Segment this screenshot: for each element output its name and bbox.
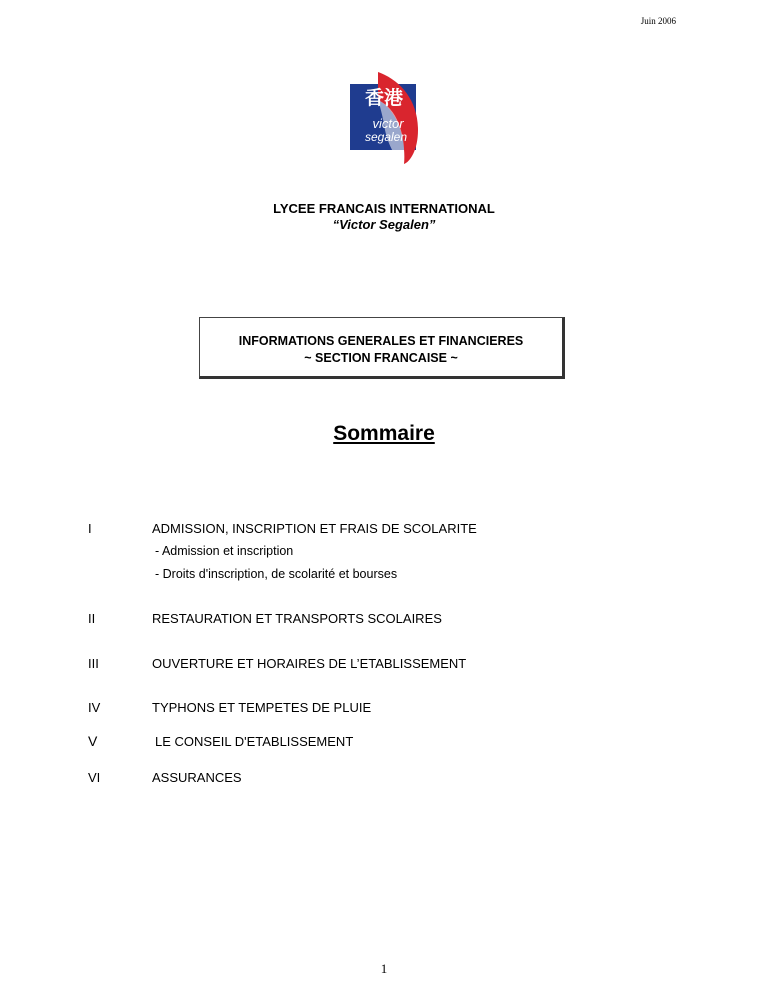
toc-number: III xyxy=(88,656,99,671)
school-subtitle: “Victor Segalen” xyxy=(332,217,436,232)
logo-text-line2: segalen xyxy=(364,130,408,144)
toc-label: LE CONSEIL D'ETABLISSEMENT xyxy=(155,734,354,749)
toc-number: I xyxy=(88,521,92,536)
sommaire-title: Sommaire xyxy=(333,422,435,445)
toc-number: IV xyxy=(88,700,101,715)
info-box xyxy=(199,317,565,379)
toc-number: V xyxy=(88,733,98,749)
toc-label: RESTAURATION ET TRANSPORTS SCOLAIRES xyxy=(152,611,442,626)
info-box-section: ~ SECTION FRANCAISE ~ xyxy=(304,351,458,365)
toc-label: ASSURANCES xyxy=(152,770,242,785)
toc-subitem: - Droits d'inscription, de scolarité et bourses xyxy=(155,567,398,581)
toc-label: OUVERTURE ET HORAIRES DE L’ETABLISSEMENT xyxy=(152,656,467,671)
logo-text-line1: victor xyxy=(372,116,404,131)
header-date: Juin 2006 xyxy=(640,16,676,26)
toc-number: VI xyxy=(88,770,101,785)
info-box-title: INFORMATIONS GENERALES ET FINANCIERES xyxy=(238,334,524,348)
logo-chinese-text: 香港 xyxy=(364,87,404,109)
page-number: 1 xyxy=(380,961,388,976)
school-name: LYCEE FRANCAIS INTERNATIONAL xyxy=(273,201,495,216)
toc-label: ADMISSION, INSCRIPTION ET FRAIS DE SCOLARITE xyxy=(152,521,477,536)
school-logo xyxy=(348,70,420,166)
toc-subitem: - Admission et inscription xyxy=(155,544,294,558)
toc-label: TYPHONS ET TEMPETES DE PLUIE xyxy=(152,700,372,715)
toc-number: II xyxy=(88,611,96,626)
